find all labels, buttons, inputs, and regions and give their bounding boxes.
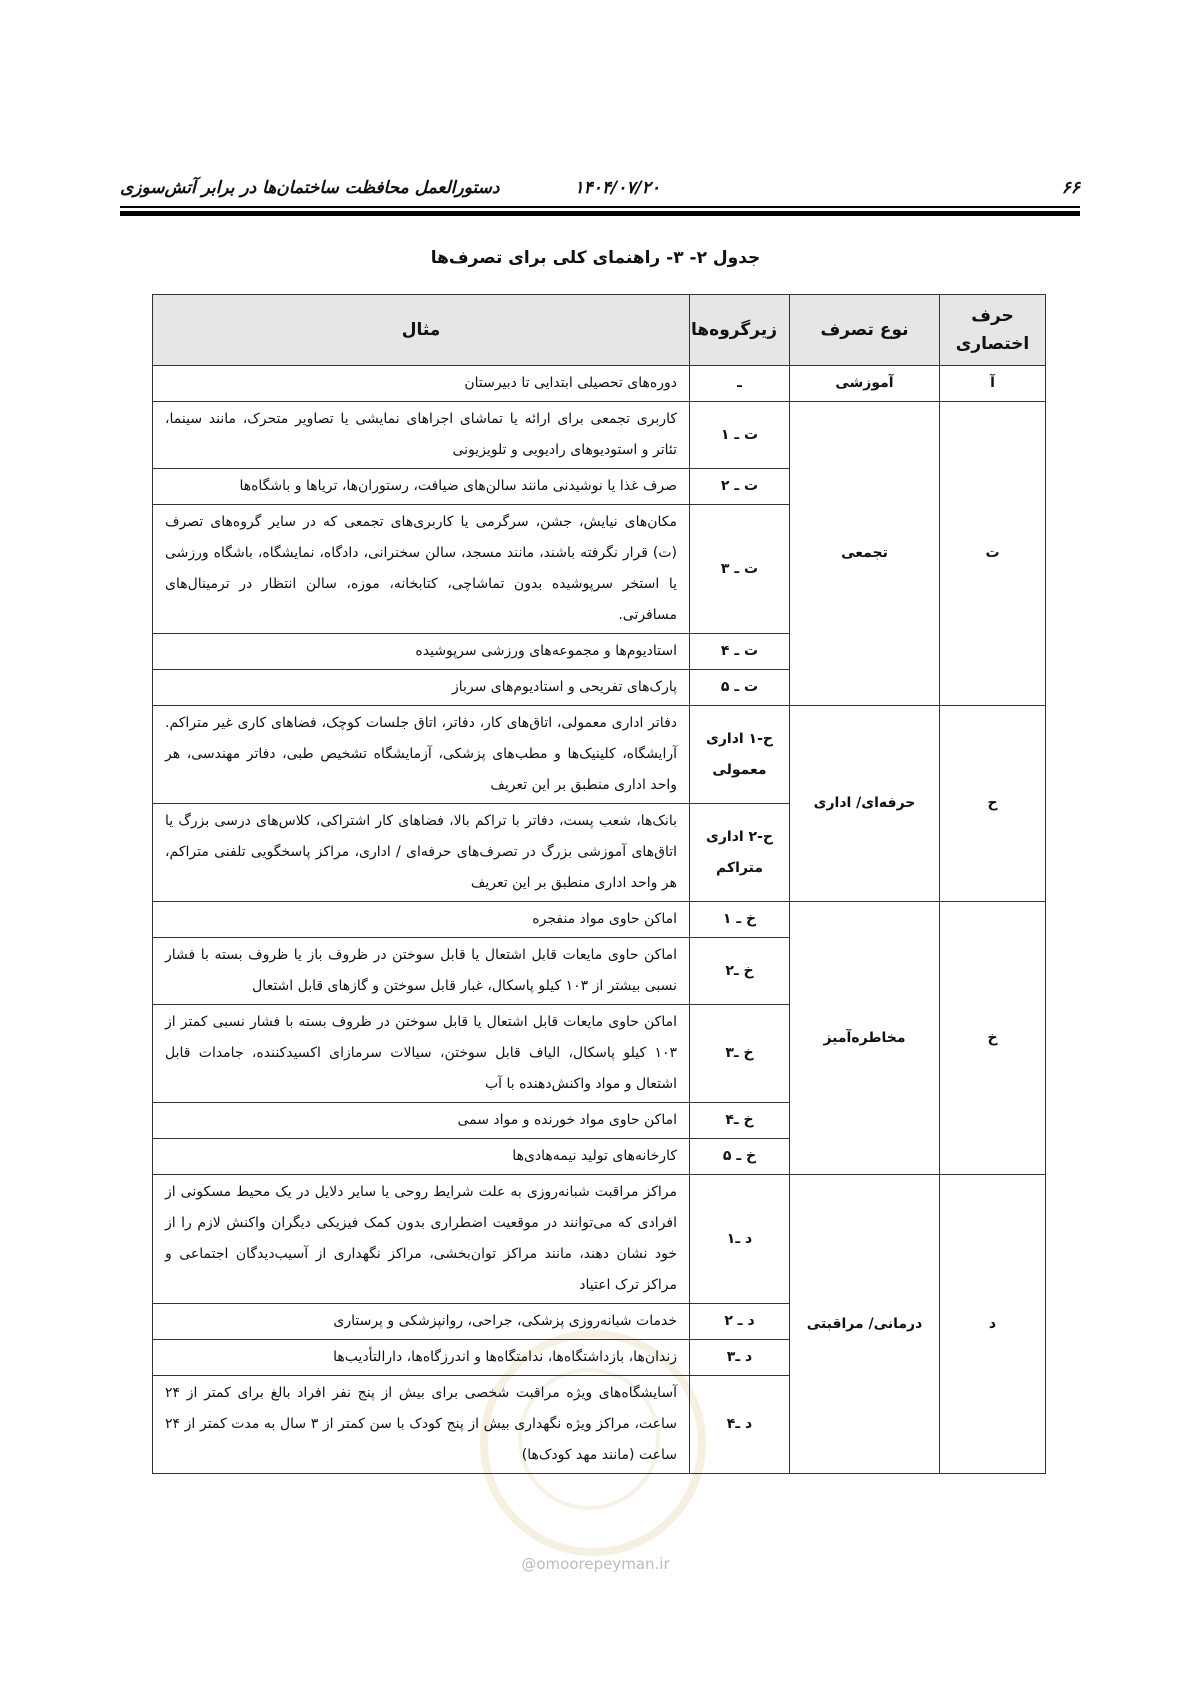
cell-letter: ت [940,402,1046,706]
table-row [153,706,1046,804]
cell-example: صرف غذا یا نوشیدنی مانند سالن‌های ضیافت، رستوران‌ها، تریاها و باشگاه‌ها [153,469,690,505]
cell-subgroup: ت ـ ۴ [690,634,790,670]
cell-type: حرفه‌ای/ اداری [790,706,940,902]
cell-example: دوره‌های تحصیلی ابتدایی تا دبیرستان [153,366,690,402]
cell-example: اماکن حاوی مایعات قابل اشتعال یا قابل سوختن در ظروف بسته با فشار نسبی کمتر از ۱۰۳ کیلو پاسکال، الیاف قابل سوختن، سیالات سرمازای اکسیدکننده، جامدات قابل اشتعال و مواد واکنش‌دهنده با آب [153,1005,690,1103]
cell-subgroup: خ ـ ۵ [690,1139,790,1175]
cell-letter: خ [940,902,1046,1175]
cell-subgroup: ح-۲ اداری متراکم [690,804,790,902]
table-row [153,402,1046,469]
occupancy-table [152,294,1046,1474]
cell-example: اماکن حاوی مواد خورنده و مواد سمی [153,1103,690,1139]
header-type: نوع تصرف [790,295,940,366]
cell-type: تجمعی [790,402,940,706]
cell-example: مراکز مراقبت شبانه‌روزی به علت شرایط روحی یا سایر دلایل در یک محیط مسکونی از افرادی که می‌توانند در موقعیت اضطراری بدون کمک فیزیکی دیگران واکنش لازم را از خود نشان دهند، مانند مراکز توان‌بخشی، مراکز نگهداری از آسیب‌دیدگان اجتماعی و مراکز ترک اعتیاد [153,1175,690,1304]
header-subgroups: زیرگروه‌ها [690,295,790,366]
cell-subgroup: خ ـ۳ [690,1005,790,1103]
table-header-row [153,295,1046,366]
cell-subgroup: ـ [690,366,790,402]
cell-subgroup: د ـ ۲ [690,1304,790,1340]
header-example: مثال [153,295,690,366]
site-watermark: @omoorepeyman.ir [521,1555,670,1573]
cell-example: اماکن حاوی مواد منفجره [153,902,690,938]
cell-subgroup: ت ـ ۳ [690,505,790,634]
cell-subgroup: ت ـ ۵ [690,670,790,706]
cell-type: درمانی/ مراقبتی [790,1175,940,1474]
table-row [153,1175,1046,1304]
cell-subgroup: د ـ۴ [690,1376,790,1474]
running-header [120,170,1080,210]
cell-example: کارخانه‌های تولید نیمه‌هادی‌ها [153,1139,690,1175]
cell-letter: د [940,1175,1046,1474]
header-rule-thin [120,206,1080,208]
cell-type: آموزشی [790,366,940,402]
cell-subgroup: ت ـ ۲ [690,469,790,505]
cell-example: مکان‌های نیایش، جشن، سرگرمی یا کاربری‌های تجمعی که در سایر گروه‌های تصرف (ت) قرار نگرفته باشند، مانند مسجد، سالن سخنرانی، دادگاه، نمایشگاه، باشگاه ورزشی یا استخر سرپوشیده بدون تماشاچی، کتابخانه، موزه، سالن انتظار در ترمینال‌های مسافرتی. [153,505,690,634]
page-number: ۶۶ [1061,178,1080,198]
cell-example: آسایشگاه‌های ویژه مراقبت شخصی برای بیش از پنج نفر افراد بالغ برای کمتر از ۲۴ ساعت، مراکز ویژه نگهداری بیش از پنج کودک با سن کمتر از ۳ سال به مدت کمتر از ۲۴ ساعت (مانند مهد کودک‌ها) [153,1376,690,1474]
cell-letter: ح [940,706,1046,902]
cell-example: زندان‌ها، بازداشتگاه‌ها، ندامتگاه‌ها و اندرزگاه‌ها، دارالتأدیب‌ها [153,1340,690,1376]
cell-letter: آ [940,366,1046,402]
cell-subgroup: ح-۱ اداری معمولی [690,706,790,804]
header-date: ۱۴۰۴/۰۷/۲۰ [574,178,660,198]
cell-subgroup: ت ـ ۱ [690,402,790,469]
cell-example: خدمات شبانه‌روزی پزشکی، جراحی، روانپزشکی و پرستاری [153,1304,690,1340]
cell-example: پارک‌های تفریحی و استادیوم‌های سرباز [153,670,690,706]
table-row [153,366,1046,402]
header-title: دستورالعمل محافظت ساختمان‌ها در برابر آتش‌سوزی [120,178,500,198]
cell-subgroup: خ ـ۴ [690,1103,790,1139]
header-rule-thick [120,211,1080,216]
cell-example: اماکن حاوی مایعات قابل اشتعال یا قابل سوختن در ظروف باز یا ظروف بسته با فشار نسبی بیشتر از ۱۰۳ کیلو پاسکال، غبار قابل سوختن و گازهای قابل اشتعال [153,938,690,1005]
cell-subgroup: خ ـ ۱ [690,902,790,938]
table-row [153,902,1046,938]
cell-example: بانک‌ها، شعب پست، دفاتر با تراکم بالا، فضاهای کار اشتراکی، کلاس‌های درسی بزرگ یا اتاق‌های آموزشی بزرگ در تصرف‌های حرفه‌ای / اداری، مراکز پاسخگویی تلفنی متراکم، هر واحد اداری منطبق بر این تعریف [153,804,690,902]
cell-type: مخاطره‌آمیز [790,902,940,1175]
table-caption: جدول ۲- ۳- راهنمای کلی برای تصرف‌ها [430,248,761,268]
cell-subgroup: د ـ۳ [690,1340,790,1376]
header-letter: حرف اختصاری [940,295,1046,366]
cell-subgroup: خ ـ۲ [690,938,790,1005]
cell-example: کاربری تجمعی برای ارائه یا تماشای اجراهای نمایشی یا تصاویر متحرک، مانند سینما، تئاتر و استودیوهای رادیویی و تلویزیونی [153,402,690,469]
cell-example: استادیوم‌ها و مجموعه‌های ورزشی سرپوشیده [153,634,690,670]
cell-example: دفاتر اداری معمولی، اتاق‌های کار، دفاتر، اتاق جلسات کوچک، فضاهای کاری غیر متراکم. آرایشگاه، کلینیک‌ها و مطب‌های پزشکی، آزمایشگاه تشخیص طبی، دفاتر مهندسی، هر واحد اداری منطبق بر این تعریف [153,706,690,804]
cell-subgroup: د ـ۱ [690,1175,790,1304]
